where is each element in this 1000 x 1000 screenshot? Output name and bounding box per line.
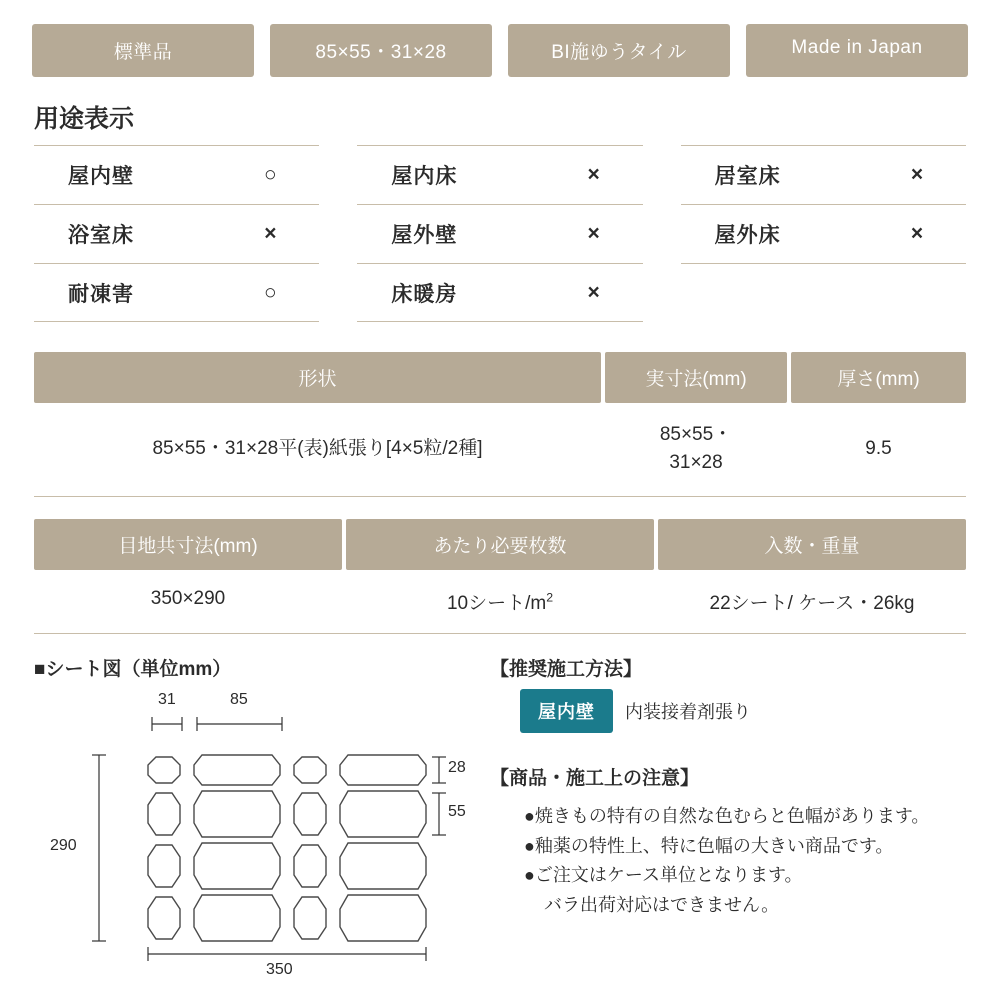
usage-column-2	[357, 145, 642, 322]
dim-label-350: 350	[266, 961, 293, 979]
value-required-count	[346, 588, 654, 615]
usage-column-3	[681, 145, 966, 322]
construction-title: 【推奨施工方法】	[490, 659, 643, 681]
sheet-diagram	[34, 689, 466, 979]
tag-size: 85×55・31×28	[270, 24, 492, 77]
usage-row	[357, 204, 642, 263]
tag-row	[0, 0, 1000, 77]
tag-standard: 標準品	[32, 24, 254, 77]
dim-label-31: 31	[158, 691, 176, 709]
usage-row	[34, 145, 319, 204]
construction-text: 内装接着剤張り	[625, 702, 751, 723]
caution-item: ●ご注文はケース単位となります。	[524, 865, 803, 886]
usage-row	[34, 263, 319, 322]
value-actual-size-line2: 31×28	[669, 451, 723, 473]
usage-label: 屋外床	[714, 224, 781, 247]
spec-table-1-body	[34, 403, 966, 496]
usage-mark: ○	[263, 163, 277, 186]
usage-row	[681, 145, 966, 204]
spec-table-1	[0, 352, 1000, 496]
usage-label: 屋外壁	[391, 224, 458, 247]
divider-rule	[34, 496, 966, 497]
header-required-count: あたり必要枚数	[346, 519, 654, 570]
spec-table-2	[0, 519, 1000, 633]
usage-label: 屋内壁	[68, 165, 134, 188]
header-thickness: 厚さ(mm)	[791, 352, 966, 403]
value-quantity-weight: 22シート/ ケース・26kg	[709, 593, 915, 615]
usage-mark: ×	[587, 222, 600, 245]
usage-row	[34, 204, 319, 263]
value-joint-size: 350×290	[150, 588, 226, 610]
cautions-title: 【商品・施工上の注意】	[490, 768, 700, 790]
usage-grid	[0, 145, 1000, 322]
usage-label: 耐凍害	[68, 282, 134, 306]
usage-mark: ×	[910, 222, 924, 245]
construction-method-row	[490, 689, 966, 733]
usage-row	[357, 263, 642, 322]
tag-type: BI施ゆうタイル	[508, 24, 730, 77]
dim-label-55: 55	[448, 803, 466, 821]
usage-row	[357, 145, 642, 204]
usage-mark: ×	[587, 163, 600, 186]
sheet-diagram-block	[34, 640, 474, 979]
usage-label: 屋内床	[391, 165, 458, 188]
value-thickness: 9.5	[865, 437, 892, 459]
construction-badge: 屋内壁	[520, 689, 613, 733]
dim-label-290: 290	[50, 837, 77, 855]
header-joint-size: 目地共寸法(mm)	[34, 519, 342, 570]
caution-sub-item: バラ出荷対応はできません。	[544, 895, 780, 916]
sheet-diagram-title: ■シート図（単位mm）	[34, 659, 232, 681]
dim-label-85: 85	[230, 691, 248, 709]
spec-table-2-header	[34, 519, 966, 570]
tag-origin: Made in Japan	[746, 24, 968, 77]
usage-mark: ×	[264, 222, 277, 245]
value-actual-size	[605, 421, 787, 476]
usage-mark: ×	[910, 163, 924, 186]
usage-mark: ○	[263, 280, 277, 304]
usage-row-empty	[681, 263, 966, 322]
spec-table-1-header	[34, 352, 966, 403]
bottom-area	[0, 640, 1000, 979]
usage-section-title: 用途表示	[34, 105, 135, 133]
value-actual-size-line1: 85×55・	[659, 424, 733, 445]
header-actual-size: 実寸法(mm)	[605, 352, 787, 403]
spec-table-2-body	[34, 570, 966, 633]
value-required-count-sup: 2	[546, 590, 554, 605]
divider-rule-2	[34, 633, 966, 634]
caution-item: ●釉薬の特性上、特に色幅の大きい商品です。	[524, 835, 894, 856]
construction-notes-block	[474, 640, 966, 959]
usage-label: 浴室床	[68, 224, 134, 247]
value-required-count-text: 10シート/m	[446, 593, 547, 615]
usage-row	[681, 204, 966, 263]
value-shape: 85×55・31×28平(表)紙張り[4×5粒/2種]	[152, 437, 483, 459]
usage-mark: ×	[587, 280, 600, 304]
caution-item: ●焼きもの特有の自然な色むらと色幅があります。	[524, 806, 930, 827]
header-quantity-weight: 入数・重量	[658, 519, 966, 570]
usage-label: 床暖房	[391, 282, 458, 306]
dim-label-28: 28	[448, 759, 466, 777]
header-shape: 形状	[34, 352, 601, 403]
usage-column-1	[34, 145, 319, 322]
usage-label: 居室床	[714, 165, 781, 188]
sheet-diagram-svg	[34, 689, 464, 961]
